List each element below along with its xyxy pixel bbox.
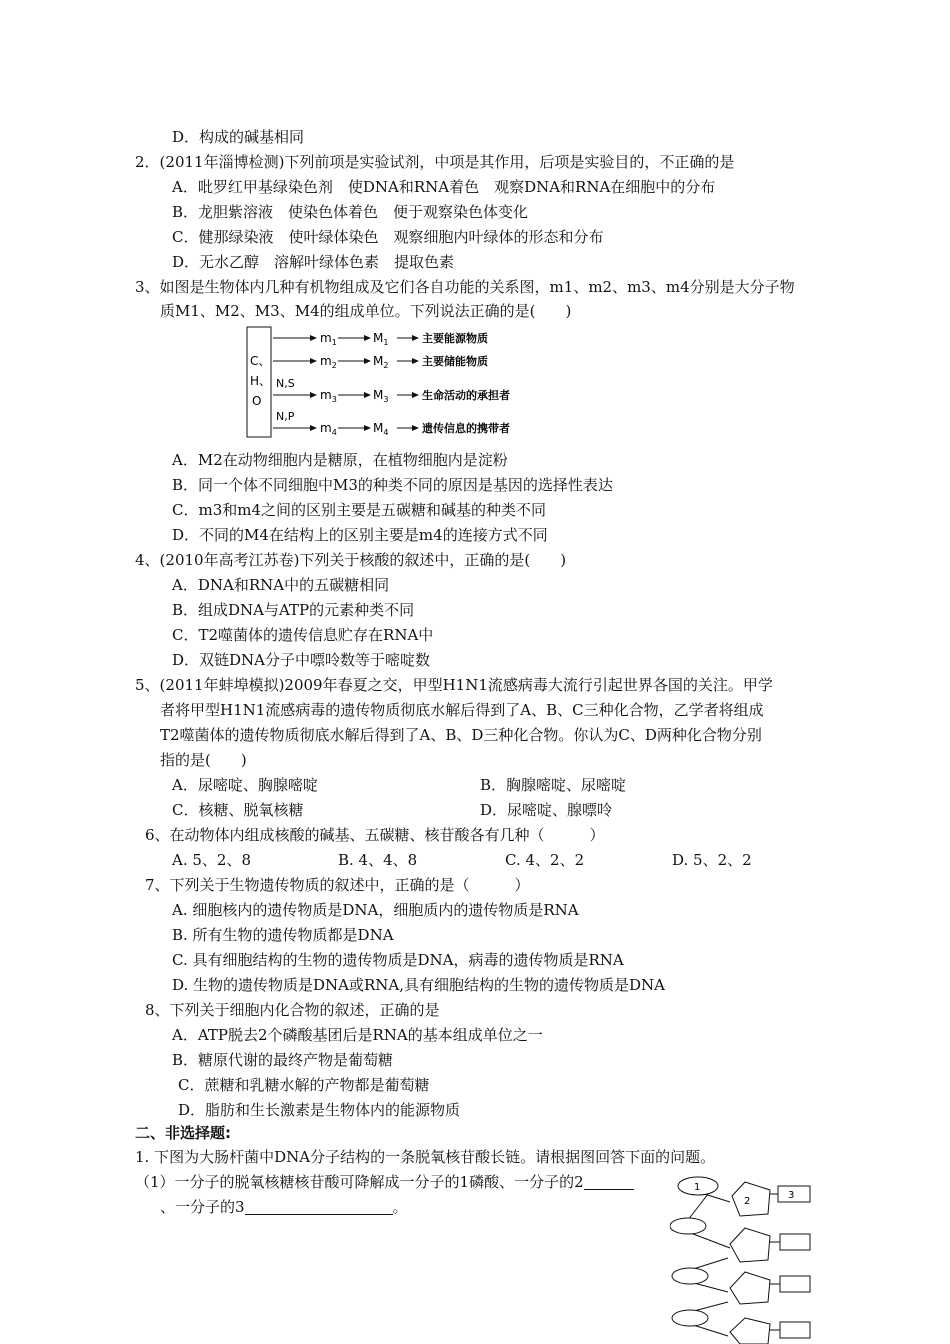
q7-option-a: A. 细胞核内的遗传物质是DNA，细胞质内的遗传物质是RNA [172,901,579,919]
element-h: H、 [250,374,272,388]
deoxyribose [730,1318,770,1344]
M2-label: $M_2$ [373,354,389,370]
q7-stem: 7、下列关于生物遗传物质的叙述中，正确的是（ ） [145,876,530,894]
blank-answer-2[interactable] [584,1175,634,1190]
deoxyribose [730,1272,770,1304]
q4-option-d: D．双链DNA分子中嘌呤数等于嘧啶数 [172,651,431,669]
q6-option-a: A. 5、2、8 [172,851,251,869]
q4-option-c: C．T2噬菌体的遗传信息贮存在RNA中 [172,626,434,644]
q8-option-b: B．糖原代谢的最终产物是葡萄糖 [172,1051,394,1069]
q3-stem-line2: 质M1、M2、M3、M4的组成单位。下列说法正确的是( ) [160,302,572,320]
q8-option-a: A．ATP脱去2个磷酸基团后是RNA的基本组成单位之一 [172,1026,543,1044]
element-c: C、 [250,354,271,368]
figure-label-3: 3 [788,1190,795,1201]
m1-label: $m_1$ [320,331,337,347]
q3-stem-line1: 3、如图是生物体内几种有机物组成及它们各自功能的关系图，m1、m2、m3、m4分别是大分子物 [135,278,795,296]
q3-option-c: C．m3和m4之间的区别主要是五碳糖和碱基的种类不同 [172,501,547,519]
q5-stem-line2: 者将甲型H1N1流感病毒的遗传物质彻底水解后得到了A、B、C三种化合物，乙学者将组成 [160,701,764,719]
q5-option-c: C．核糖、脱氧核糖 [172,801,304,819]
q1-part1-end: 。 [392,1198,408,1216]
M1-label: $M_1$ [373,331,389,347]
phosphate [670,1218,706,1234]
base [780,1322,810,1338]
section2-heading: 二、非选择题: [135,1124,231,1142]
q7-option-b: B. 所有生物的遗传物质都是DNA [172,926,394,944]
function-energy: 主要能源物质 [422,332,488,345]
phosphate [672,1268,708,1284]
q3-option-d: D．不同的M4在结构上的区别主要是m4的连接方式不同 [172,526,548,544]
m4-label: $m_4$ [320,421,337,437]
deoxyribose-2 [732,1182,770,1216]
q4-stem: 4、(2010年高考江苏卷)下列关于核酸的叙述中，正确的是( ) [135,551,567,569]
organic-compound-diagram [240,325,540,441]
blank-answer-3[interactable] [245,1200,393,1215]
diagram-row-4 [273,410,510,437]
diagram-row-3 [273,377,510,404]
extra-np: N,P [276,410,295,423]
q5-stem-line4: 指的是( ) [160,751,247,769]
M3-label: $M_3$ [373,388,389,404]
q5-option-a: A．尿嘧啶、胸腺嘧啶 [172,776,318,794]
dna-chain-figure [670,1172,815,1344]
q2-option-a: A．吡罗红甲基绿染色剂 使DNA和RNA着色 观察DNA和RNA在细胞中的分布 [172,178,716,196]
q2-option-b: B．龙胆紫溶液 使染色体着色 便于观察染色体变化 [172,203,529,221]
section2-q1-part1 [135,1172,634,1192]
q8-stem: 8、下列关于细胞内化合物的叙述，正确的是 [145,1001,440,1019]
function-life: 生命活动的承担者 [422,389,510,402]
q1-part1-text-cont: 、一分子的3 [160,1198,245,1216]
q5-stem-line1: 5、(2011年蚌埠模拟)2009年春夏之交，甲型H1N1流感病毒大流行引起世界各国的关注。甲学 [135,676,773,694]
q1-part1-text: （1）一分子的脱氧核糖核苷酸可降解成一分子的1磷酸、一分子的2 [135,1173,584,1191]
q3-option-a: A．M2在动物细胞内是糖原，在植物细胞内是淀粉 [172,451,508,469]
q6-option-c: C. 4、2、2 [505,851,585,869]
q8-option-d: D．脂肪和生长激素是生物体内的能源物质 [178,1101,461,1119]
q7-option-d: D. 生物的遗传物质是DNA或RNA,具有细胞结构的生物的遗传物质是DNA [172,976,666,994]
figure-label-1: 1 [694,1182,701,1193]
diagram-row-2 [273,354,488,370]
figure-label-2: 2 [744,1196,751,1207]
deoxyribose [730,1228,770,1262]
element-o: O [252,394,262,408]
q7-option-c: C. 具有细胞结构的生物的遗传物质是DNA，病毒的遗传物质是RNA [172,951,624,969]
q4-option-a: A．DNA和RNA中的五碳糖相同 [172,576,390,594]
q2-stem: 2．(2011年淄博检测)下列前项是实验试剂，中项是其作用，后项是实验目的，不正确的是 [135,153,735,171]
m3-label: $m_3$ [320,388,337,404]
function-storage: 主要储能物质 [422,355,488,368]
q5-option-d: D．尿嘧啶、腺嘌呤 [480,801,613,819]
phosphate [672,1310,708,1326]
q3-option-b: B．同一个体不同细胞中M3的种类不同的原因是基因的选择性表达 [172,476,613,494]
function-genetic: 遗传信息的携带者 [422,422,510,435]
q6-stem: 6、在动物体内组成核酸的碱基、五碳糖、核苷酸各有几种（ ） [145,826,605,844]
section2-q1-stem: 1. 下图为大肠杆菌中DNA分子结构的一条脱氧核苷酸长链。请根据图回答下面的问题。 [135,1148,716,1166]
extra-ns: N,S [276,377,295,390]
q5-option-b: B．胸腺嘧啶、尿嘧啶 [480,776,627,794]
base [780,1276,810,1292]
q1-option-d: D．构成的碱基相同 [172,128,305,146]
q6-option-b: B. 4、4、8 [338,851,418,869]
M4-label: $M_4$ [373,421,389,437]
base [780,1234,810,1250]
q8-option-c: C．蔗糖和乳糖水解的产物都是葡萄糖 [178,1076,430,1094]
section2-q1-part1-cont [160,1197,408,1217]
q6-option-d: D. 5、2、2 [672,851,752,869]
q4-option-b: B．组成DNA与ATP的元素种类不同 [172,601,415,619]
q2-option-d: D．无水乙醇 溶解叶绿体色素 提取色素 [172,253,455,271]
diagram-row-1 [273,331,488,347]
q2-option-c: C．健那绿染液 使叶绿体染色 观察细胞内叶绿体的形态和分布 [172,228,604,246]
m2-label: $m_2$ [320,354,337,370]
q5-stem-line3: T2噬菌体的遗传物质彻底水解后得到了A、B、D三种化合物。你认为C、D两种化合物分别 [160,726,762,744]
